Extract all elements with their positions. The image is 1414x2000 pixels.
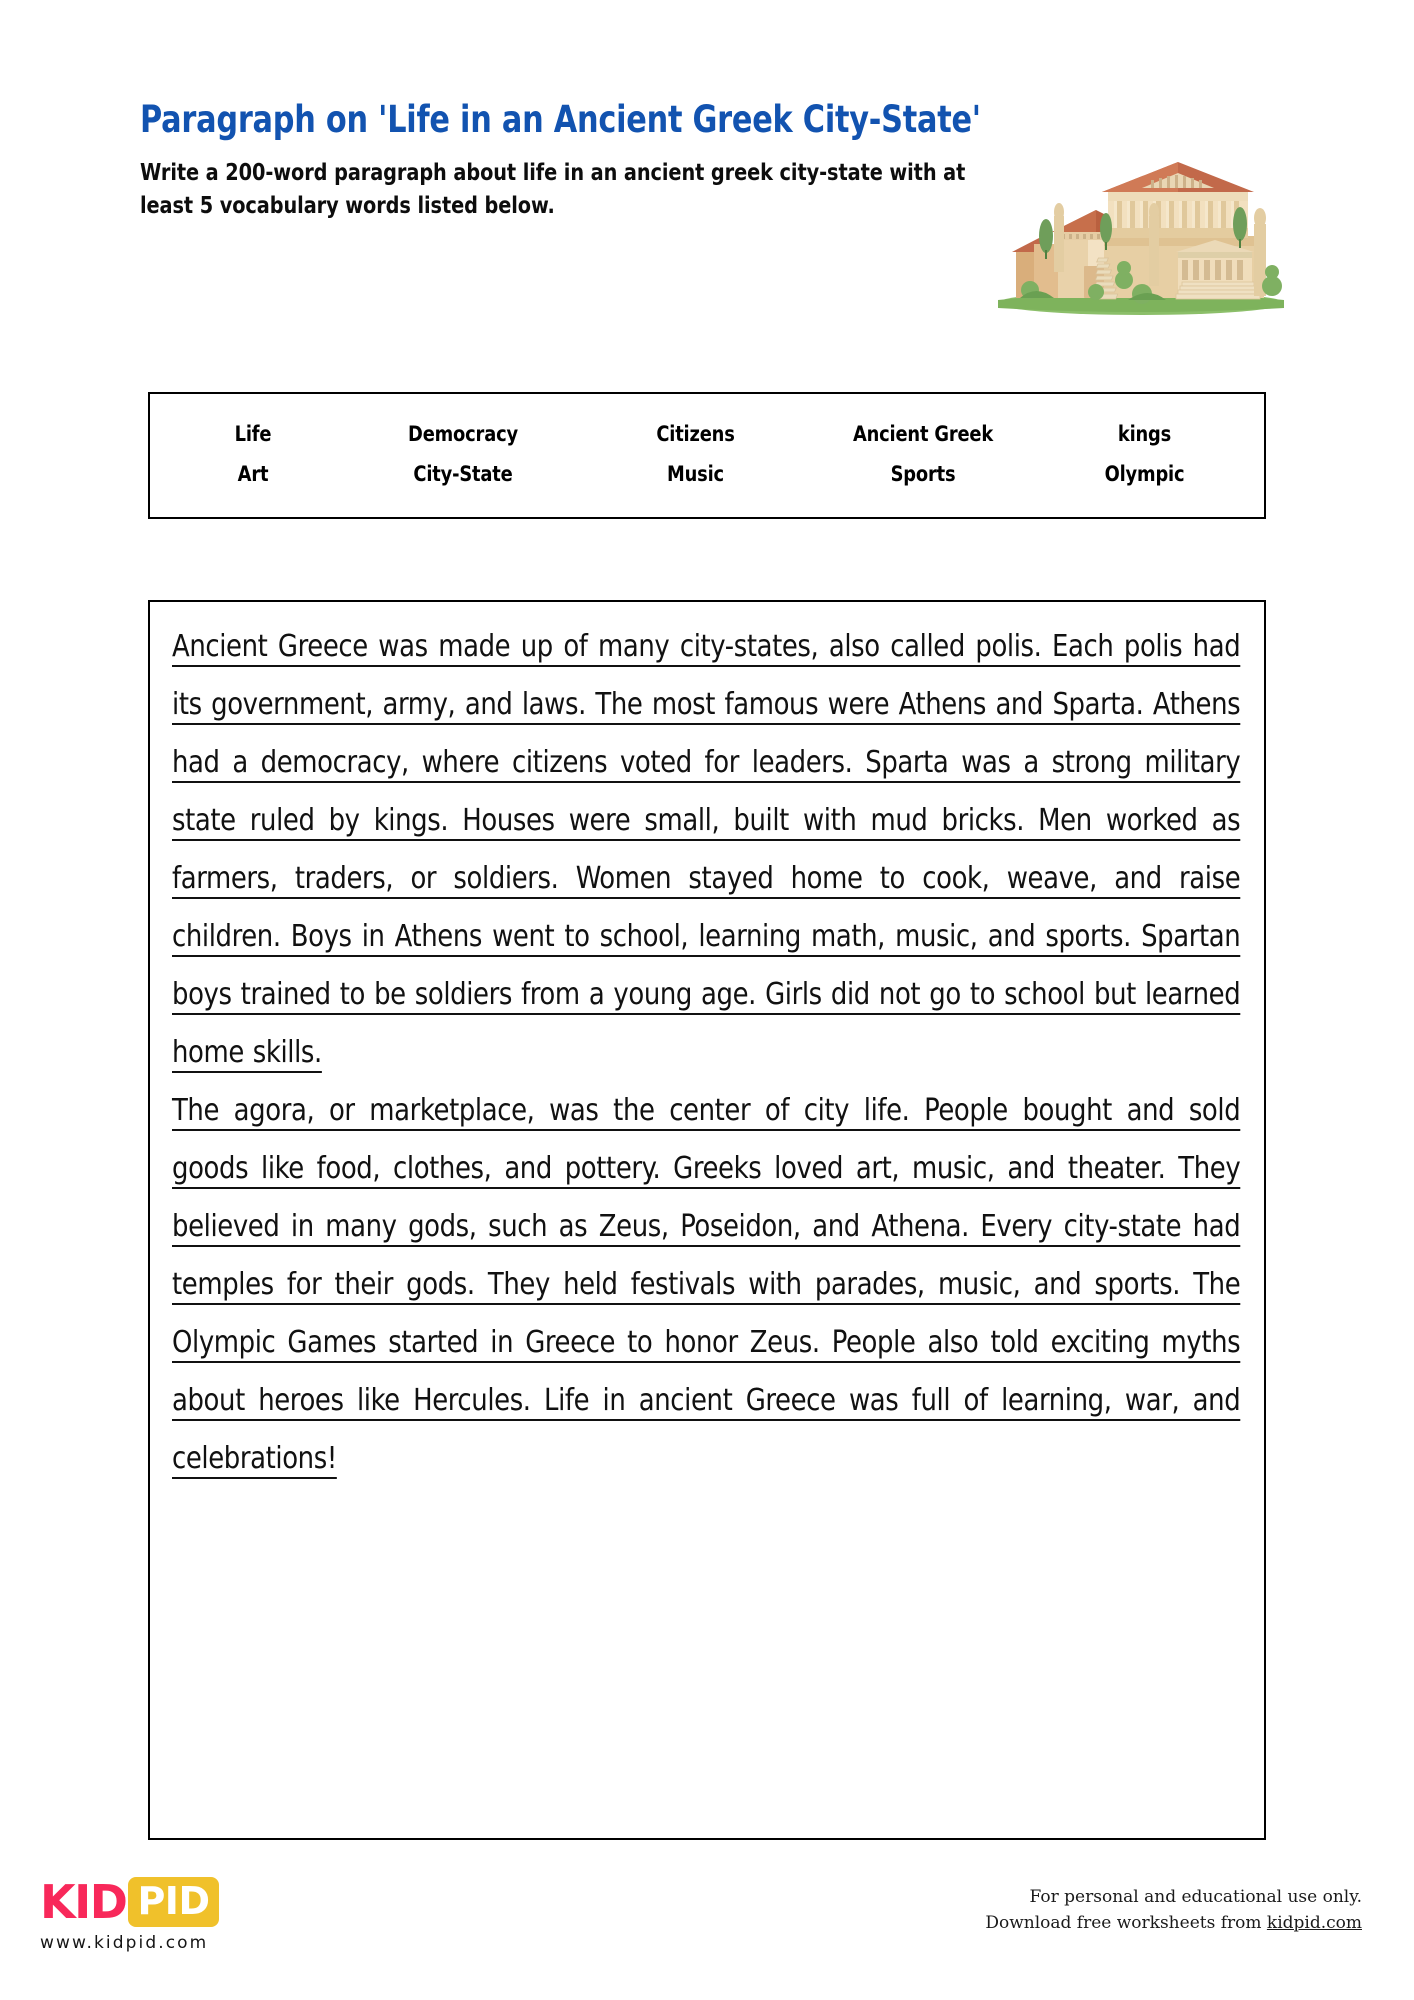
vocabulary-word: Music [667, 461, 724, 486]
greek-temple-illustration [996, 140, 1286, 315]
brand-website-url: www.kidpid.com [40, 1933, 209, 1953]
worksheet-header [140, 96, 1270, 311]
kidpid-logo [40, 1875, 219, 1929]
logo-kid-text: KID [40, 1875, 127, 1929]
legal-line-download [985, 1910, 1362, 1936]
page-footer [0, 1860, 1414, 2000]
vocabulary-row [168, 462, 1246, 486]
footer-legal-text [985, 1884, 1362, 1936]
kidpid-link[interactable]: kidpid.com [1266, 1913, 1362, 1933]
answer-writing-area[interactable] [148, 600, 1266, 1840]
vocabulary-word-bank [148, 392, 1266, 519]
worksheet-instructions: Write a 200-word paragraph about life in an ancient greek city-state with at least 5 vocabulary words listed below. [140, 160, 966, 220]
vocabulary-word: Sports [890, 461, 956, 486]
kidpid-branding [40, 1875, 219, 1953]
legal-download-prefix: Download free worksheets from [985, 1913, 1267, 1933]
vocabulary-word: Life [234, 421, 272, 446]
answer-paragraph: The agora, or marketplace, was the center of city life. People bought and sold goods like food, clothes, and pottery. Greeks loved art, music, and theater. They believed in many gods, such as Zeus, Poseidon, and Athena. Every city-state had temples for their gods. They held festivals with parades, music, and sports. The Olympic Games started in Greece to honor Zeus. People also told exciting myths about heroes like Hercules. Life in ancient Greece was full of learning, war, and celebrations! [172, 1093, 1241, 1476]
vocabulary-word: Olympic [1104, 461, 1185, 486]
vocabulary-row [168, 422, 1246, 446]
vocabulary-word: Citizens [656, 421, 735, 446]
answer-paragraph: Ancient Greece was made up of many city-states, also called polis. Each polis had its government, army, and laws. The most famous were Athens and Sparta. Athens had a democracy, where citizens voted for leaders. Sparta was a strong military state ruled by kings. Houses were small, built with mud bricks. Men worked as farmers, traders, or soldiers. Women stayed home to cook, weave, and raise children. Boys in Athens went to school, learning math, music, and sports. Spartan boys trained to be soldiers from a young age. Girls did not go to school but learned home skills. [172, 629, 1241, 1070]
vocabulary-word: Art [237, 461, 269, 486]
vocabulary-word: City-State [413, 461, 513, 486]
vocabulary-word: Ancient Greek [852, 421, 994, 446]
logo-pid-text: PID [128, 1877, 218, 1927]
header-text-block [140, 96, 1040, 223]
vocabulary-word: Democracy [408, 421, 518, 446]
page-title: Paragraph on 'Life in an Ancient Greek City-State' [140, 98, 981, 141]
legal-line-usage: For personal and educational use only. [1029, 1887, 1362, 1907]
vocabulary-word: kings [1117, 421, 1172, 446]
